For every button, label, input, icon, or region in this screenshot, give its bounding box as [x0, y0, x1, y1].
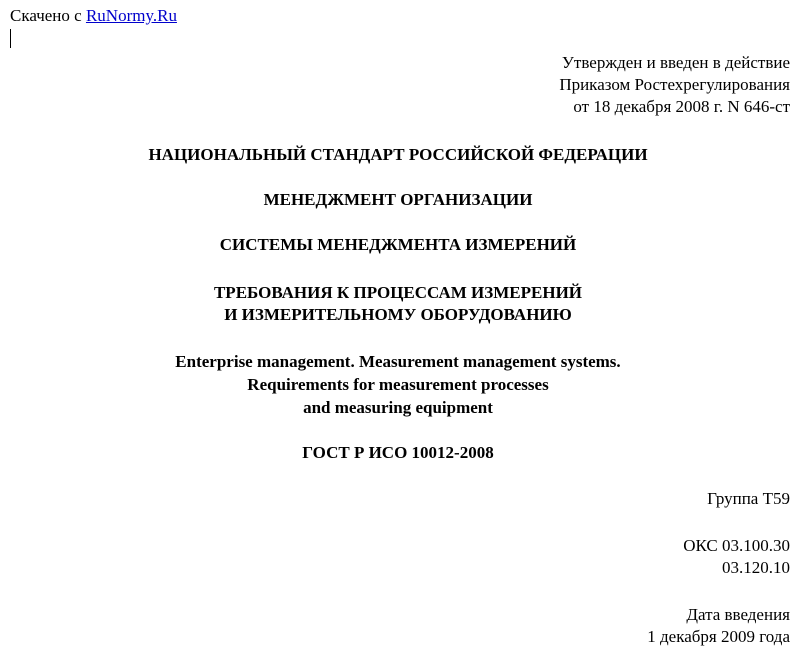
english-title-line-3: and measuring equipment [303, 398, 493, 417]
introduction-date [647, 604, 790, 648]
requirements-heading [0, 282, 796, 326]
text-cursor [10, 29, 11, 48]
oks-line-2: 03.120.10 [722, 558, 790, 577]
runormy-link[interactable]: RuNormy.Ru [85, 6, 177, 25]
gost-number: ГОСТ Р ИСО 10012-2008 [302, 443, 494, 462]
approval-line-1: Утвержден и введен в действие [561, 53, 790, 72]
approval-line-3: от 18 декабря 2008 г. N 646-ст [573, 97, 790, 116]
oks-line-1: ОКС 03.100.30 [683, 536, 790, 555]
measurement-systems-heading: СИСТЕМЫ МЕНЕДЖМЕНТА ИЗМЕРЕНИЙ [219, 235, 577, 254]
requirements-line-2: И ИЗМЕРИТЕЛЬНОМУ ОБОРУДОВАНИЮ [224, 305, 572, 324]
source-line [10, 6, 177, 26]
english-title-line-1: Enterprise management. Measurement management systems. [175, 352, 621, 371]
introduction-date-value: 1 декабря 2009 года [647, 627, 790, 646]
approval-block [559, 52, 790, 118]
oks-codes [683, 535, 790, 579]
requirements-line-1: ТРЕБОВАНИЯ К ПРОЦЕССАМ ИЗМЕРЕНИЙ [213, 283, 583, 302]
source-prefix: Скачено с [10, 6, 86, 25]
introduction-date-label: Дата введения [686, 605, 790, 624]
management-heading: МЕНЕДЖМЕНТ ОРГАНИЗАЦИИ [263, 190, 533, 209]
group-code: Группа Т59 [707, 489, 790, 508]
approval-line-2: Приказом Ростехрегулирования [559, 75, 790, 94]
english-title [0, 350, 796, 419]
english-title-line-2: Requirements for measurement processes [247, 375, 549, 394]
national-standard-heading: НАЦИОНАЛЬНЫЙ СТАНДАРТ РОССИЙСКОЙ ФЕДЕРАЦИИ [148, 145, 648, 164]
